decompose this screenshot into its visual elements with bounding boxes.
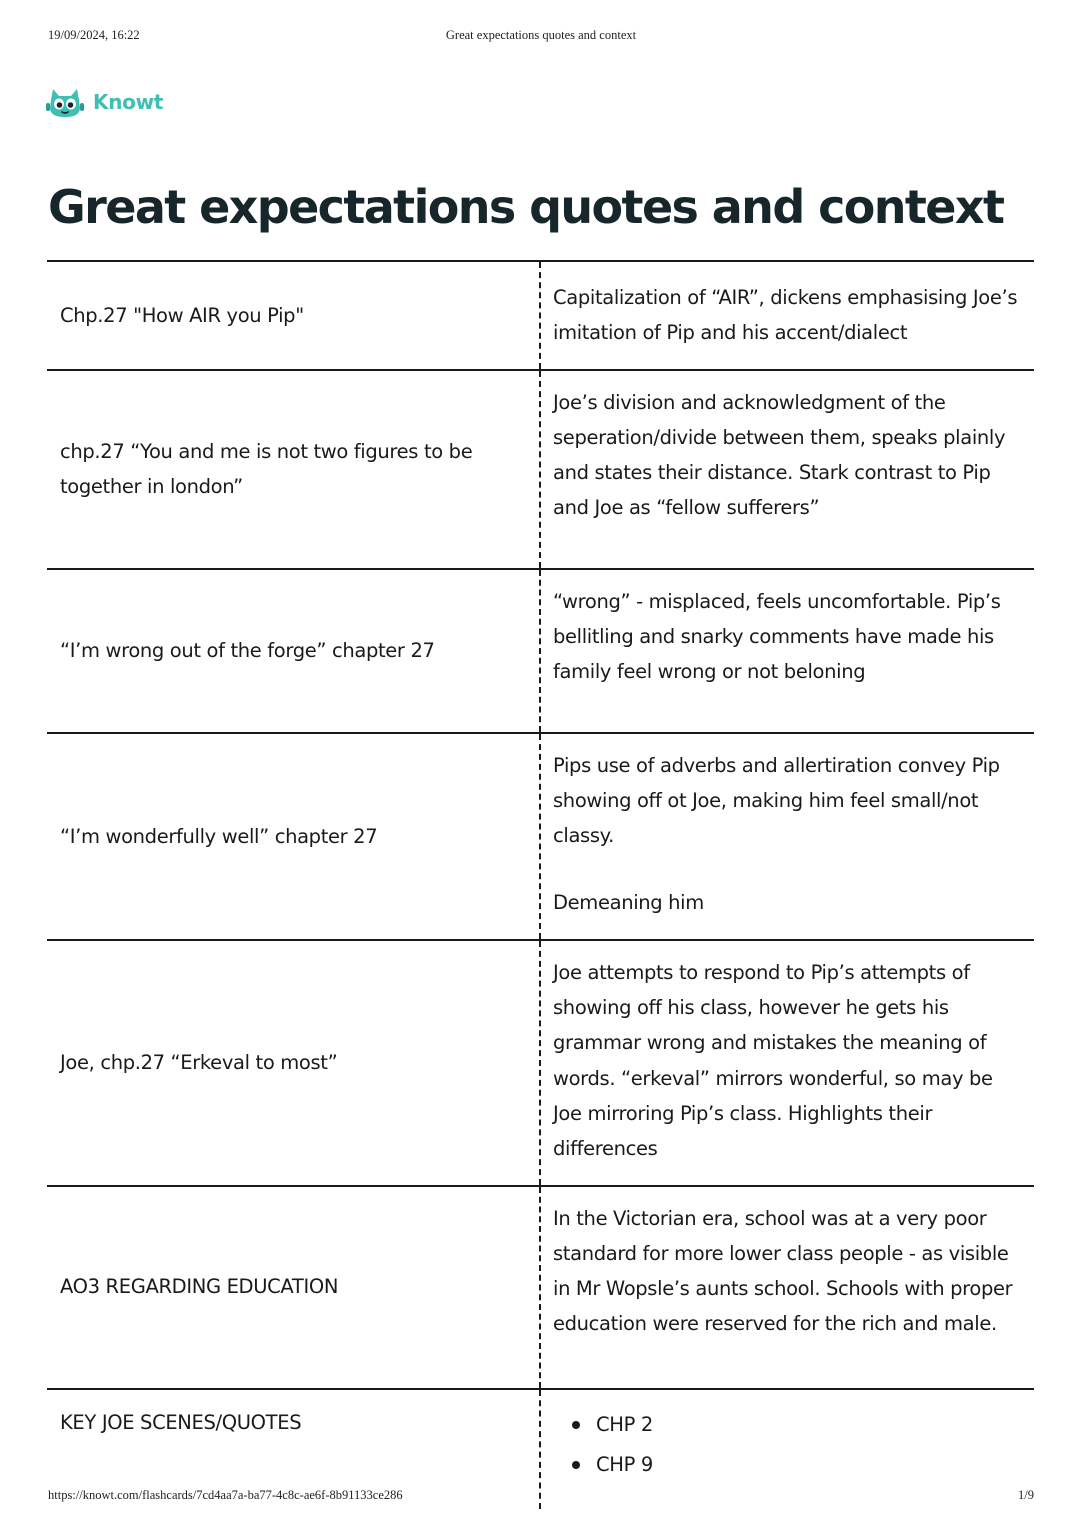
knowt-wordmark: Knowt [93, 90, 164, 114]
print-url: https://knowt.com/flashcards/7cd4aa7a-ba77-4c8c-ae6f-8b91133ce286 [48, 1488, 403, 1502]
flashcard-row [47, 940, 1034, 1186]
knowt-mascot-icon [46, 84, 84, 120]
print-header [48, 28, 1034, 44]
print-page-number: 1/9 [1018, 1488, 1034, 1502]
flashcard-row [47, 370, 1034, 569]
term-cell [47, 733, 540, 940]
term-cell [47, 940, 540, 1186]
flashcard-row [47, 733, 1034, 940]
definition-cell [540, 261, 1034, 370]
flashcard-row [47, 261, 1034, 370]
print-page-title: Great expectations quotes and context [445, 28, 637, 42]
definition-cell [540, 733, 1034, 940]
definition-cell [540, 569, 1034, 733]
flashcard-table [47, 260, 1034, 1509]
flashcard-row [47, 1186, 1034, 1389]
bullet-item: CHP 9 [596, 1445, 1026, 1486]
definition-cell [540, 940, 1034, 1186]
term-text: KEY JOE SCENES/QUOTES [60, 1410, 302, 1434]
term-cell [47, 370, 540, 569]
term-text: “I’m wonderfully well” chapter 27 [60, 824, 378, 848]
definition-text: “wrong” - misplaced, feels uncomfortable. Pip’s bellitling and snarky comments have made his family feel wrong or not beloning [553, 589, 1001, 684]
print-footer [48, 1488, 1034, 1504]
term-cell [47, 1186, 540, 1389]
definition-text: Joe’s division and acknowledgment of the seperation/divide between them, speaks plainly and states their distance. Stark contrast to Pip and Joe as “fellow sufferers” [553, 390, 1006, 520]
definition-text: Capitalization of “AIR”, dickens emphasising Joe’s imitation of Pip and his accent/dialect [553, 286, 1018, 345]
document-title: Great expectations quotes and context [48, 180, 1004, 234]
definition-text: Pips use of adverbs and allertiration convey Pip showing off ot Joe, making him feel small/not classy. [553, 753, 1000, 848]
definition-cell [540, 370, 1034, 569]
term-cell [47, 569, 540, 733]
term-text: Chp.27 "How AIR you Pip" [60, 303, 304, 327]
definition-text: Joe attempts to respond to Pip’s attempts of showing off his class, however he gets his grammar wrong and mistakes the meaning of words. “erkeval” mirrors wonderful, so may be Joe mirroring Pip’s class. Highlights their differences [553, 960, 993, 1161]
term-cell [47, 261, 540, 370]
term-text: chp.27 “You and me is not two figures to be together in london” [60, 439, 473, 499]
term-text: AO3 REGARDING EDUCATION [60, 1275, 339, 1299]
bullet-list [553, 1405, 1026, 1486]
knowt-logo[interactable] [46, 84, 163, 120]
term-text: “I’m wrong out of the forge” chapter 27 [60, 638, 435, 662]
term-text: Joe, chp.27 “Erkeval to most” [60, 1051, 338, 1075]
definition-text: Demeaning him [553, 891, 704, 915]
print-datetime: 19/09/2024, 16:22 [48, 28, 140, 42]
definition-text: In the Victorian era, school was at a very poor standard for more lower class people - as visible in Mr Wopsle’s aunts school. Schools with proper education were reserved for the rich and male. [553, 1206, 1013, 1336]
flashcard-row [47, 569, 1034, 733]
definition-cell [540, 1186, 1034, 1389]
bullet-item: CHP 2 [596, 1405, 1026, 1446]
